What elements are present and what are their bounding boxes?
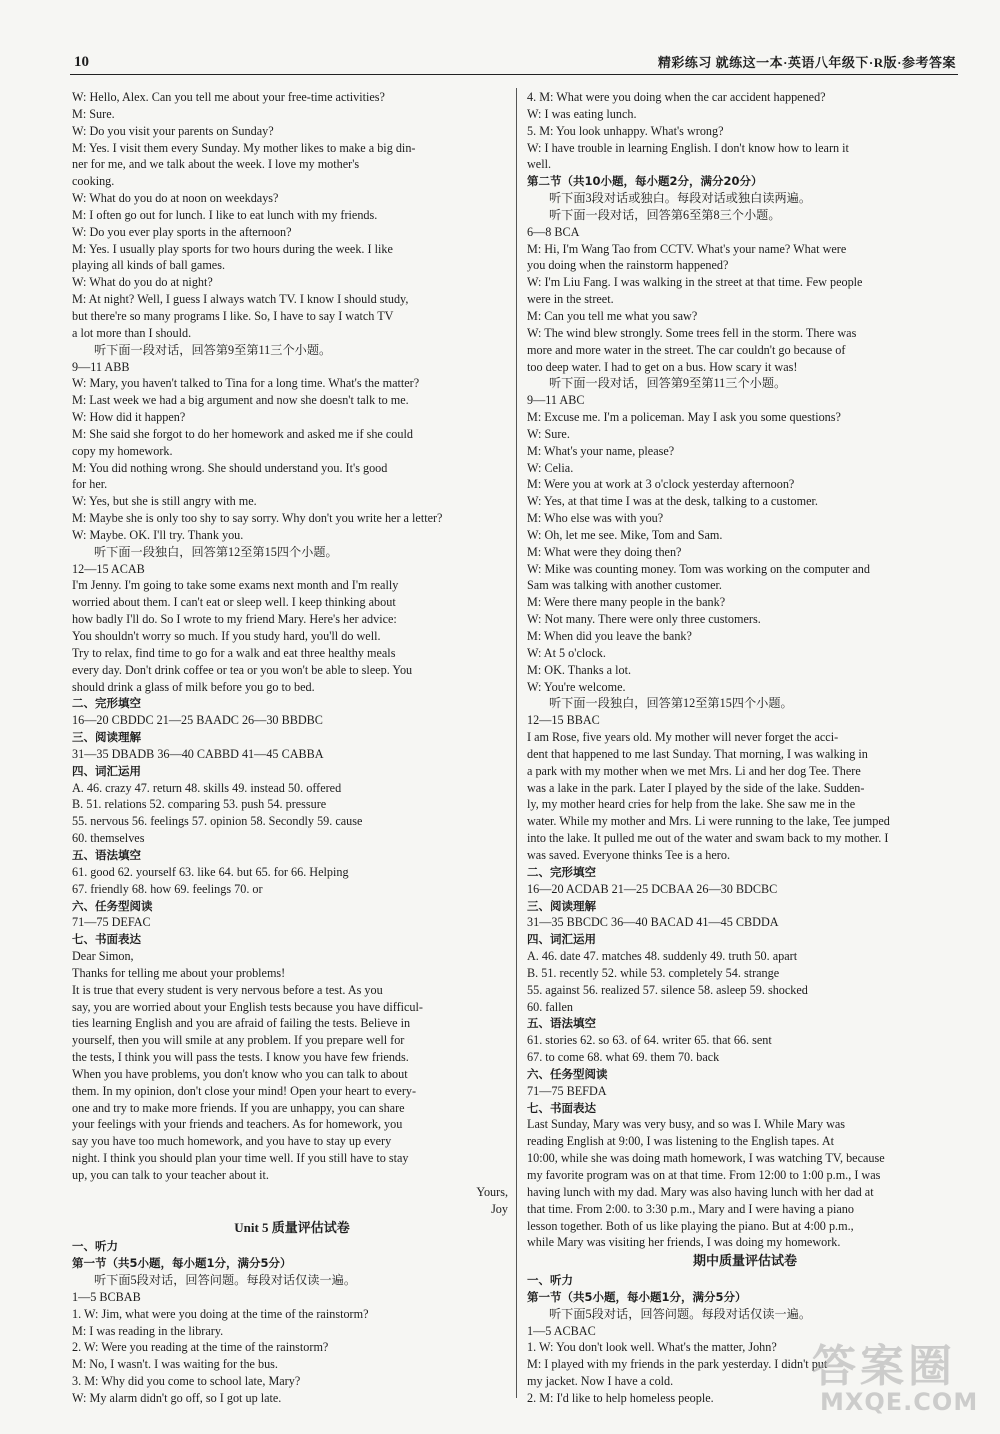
text-line: W: What do you do at night? bbox=[72, 275, 213, 290]
text-line: 16—20 CBDDC 21—25 BAADC 26—30 BBDBC bbox=[72, 713, 323, 728]
left-column bbox=[72, 89, 512, 1407]
text-line: that time. From 2:00. to 3:30 p.m., Mary and I were having a piano bbox=[527, 1201, 854, 1216]
text-line: playing all kinds of ball games. bbox=[72, 258, 225, 273]
text-line: copy my homework. bbox=[72, 443, 173, 458]
text-line: Try to relax, find time to go for a walk and eat three healthy meals bbox=[72, 645, 396, 660]
text-line: ties learning English and you are afraid of failing the tests. Believe in bbox=[72, 1016, 411, 1031]
text-line: W: At 5 o'clock. bbox=[527, 645, 606, 660]
text-line: 一、听力 bbox=[72, 1239, 118, 1254]
text-line: 31—35 BBCDC 36—40 BACAD 41—45 CBDDA bbox=[527, 915, 779, 930]
text-line: M: Sure. bbox=[72, 106, 115, 121]
text-line: 16—20 ACDAB 21—25 DCBAA 26—30 BDCBC bbox=[527, 881, 778, 896]
text-line: ly, my mother heard cries for help from the lake. She saw me in the bbox=[527, 797, 856, 812]
text-line: 6—8 BCA bbox=[527, 224, 580, 239]
text-line: Last Sunday, Mary was very busy, and so was I. While Mary was bbox=[527, 1117, 846, 1132]
text-line: W: Mary, you haven't talked to Tina for a long time. What's the matter? bbox=[72, 376, 420, 391]
text-line: 二、完形填空 bbox=[72, 696, 141, 711]
text-line: Joy bbox=[491, 1201, 508, 1216]
text-line: 听下面一段对话，回答第6至第8三个小题。 bbox=[549, 207, 781, 222]
text-line: 71—75 DEFAC bbox=[72, 915, 151, 930]
text-line: say you have too much homework, and you have to stay up every bbox=[72, 1134, 392, 1149]
text-line: W: Yes, but she is still angry with me. bbox=[72, 494, 257, 509]
text-line: W: Maybe. OK. I'll try. Thank you. bbox=[72, 527, 244, 542]
text-line: M: No, I wasn't. I was waiting for the bus. bbox=[72, 1357, 278, 1372]
text-line: 2. M: I'd like to help homeless people. bbox=[527, 1390, 714, 1405]
text-line: having lunch with my dad. Mary was also having lunch with her dad at bbox=[527, 1184, 874, 1199]
text-line: was saved. Everyone thinks Tee is a hero. bbox=[527, 847, 731, 862]
page-number: 10 bbox=[74, 54, 89, 70]
text-line: 四、词汇运用 bbox=[72, 763, 141, 778]
text-line: When you have problems, you don't know who you can talk to about bbox=[72, 1066, 408, 1081]
text-line: M: Last week we had a big argument and now she doesn't talk to me. bbox=[72, 393, 409, 408]
text-line: 四、词汇运用 bbox=[527, 932, 596, 947]
text-line: M: OK. Thanks a lot. bbox=[527, 662, 632, 677]
text-line: M: Hi, I'm Wang Tao from CCTV. What's your name? What were bbox=[527, 241, 847, 256]
text-line: 一、听力 bbox=[527, 1273, 573, 1288]
text-line: 五、语法填空 bbox=[527, 1016, 596, 1031]
text-line: W: Sure. bbox=[527, 426, 570, 441]
text-line: I'm Jenny. I'm going to take some exams next month and I'm really bbox=[72, 578, 399, 593]
text-line: 听下面一段独白，回答第12至第15四个小题。 bbox=[94, 544, 338, 559]
text-line: W: Yes, at that time I was at the desk, talking to a customer. bbox=[527, 494, 818, 509]
text-line: W: Mike was counting money. Tom was working on the computer and bbox=[527, 561, 870, 576]
text-line: 第一节（共5小题，每小题1分，满分5分） bbox=[527, 1289, 747, 1304]
text-line: 第二节（共10小题，每小题2分，满分20分） bbox=[527, 174, 763, 189]
text-line: 67. to come 68. what 69. them 70. back bbox=[527, 1050, 720, 1065]
text-line: W: The wind blew strongly. Some trees fell in the storm. There was bbox=[527, 325, 857, 340]
text-line: up, you can talk to your teacher about it. bbox=[72, 1168, 269, 1182]
text-line: B. 51. recently 52. while 53. completely 54. strange bbox=[527, 965, 780, 980]
text-line: W: Do you ever play sports in the afternoon? bbox=[72, 224, 292, 239]
text-line: 1. W: You don't look well. What's the matter, John? bbox=[527, 1340, 777, 1355]
text-line: 3. M: Why did you come to school late, Mary? bbox=[72, 1374, 301, 1389]
text-line: lesson together. Both of us like playing the piano. But at 4:00 p.m., bbox=[527, 1218, 854, 1233]
text-line: It is true that every student is very nervous before a test. As you bbox=[72, 982, 383, 997]
text-line: W: How did it happen? bbox=[72, 410, 186, 425]
text-line: my favorite program was on at that time. From 12:00 to 1:00 p.m., I was bbox=[527, 1168, 881, 1182]
text-line: 4. M: What were you doing when the car accident happened? bbox=[527, 90, 826, 104]
watermark bbox=[808, 1326, 983, 1422]
text-line: dent that happened to me last Sunday. That morning, I was walking in bbox=[527, 746, 868, 761]
text-line: You shouldn't worry so much. If you study hard, you'll do well. bbox=[72, 629, 381, 643]
text-line: into the lake. It pulled me out of the water and swam back to my mother. I bbox=[527, 831, 889, 846]
text-line: M: Maybe she is only too shy to say sorry. Why don't you write her a letter? bbox=[72, 511, 443, 526]
text-line: I am Rose, five years old. My mother will never forget the acci- bbox=[527, 730, 839, 745]
text-line: them. In my opinion, don't close your mind! Open your heart to every- bbox=[72, 1083, 417, 1098]
text-line: 61. stories 62. so 63. of 64. writer 65. that 66. sent bbox=[527, 1033, 772, 1048]
text-line: A. 46. crazy 47. return 48. skills 49. instead 50. offered bbox=[72, 780, 342, 795]
text-line: you doing when the rainstorm happened? bbox=[527, 258, 729, 273]
text-line: M: Excuse me. I'm a policeman. May I ask you some questions? bbox=[527, 410, 841, 425]
running-title: 精彩练习 就练这一本·英语八年级下·R版·参考答案 bbox=[657, 55, 956, 70]
text-line: yourself, then you will smile at any problem. If you prepare well for bbox=[72, 1033, 405, 1048]
text-line: say, you are worried about your English tests because you have difficul- bbox=[72, 999, 423, 1014]
text-line: M: Were there many people in the bank? bbox=[527, 595, 726, 610]
text-line: M: She said she forgot to do her homework and asked me if she could bbox=[72, 426, 413, 441]
text-line: a lot more than I should. bbox=[72, 325, 192, 340]
text-line: cooking. bbox=[72, 174, 115, 189]
text-line: was a lake in the park. Later I played by the side of the lake. Sudden- bbox=[527, 780, 865, 795]
text-line: one and try to make more friends. If you are unhappy, you can share bbox=[72, 1100, 405, 1115]
text-line: W: Do you visit your parents on Sunday? bbox=[72, 123, 274, 138]
text-line: worried about them. I can't eat or sleep well. I keep thinking about bbox=[72, 595, 396, 610]
text-line: 55. against 56. realized 57. silence 58. asleep 59. shocked bbox=[527, 982, 808, 997]
text-line: were in the street. bbox=[527, 292, 614, 307]
text-line: M: When did you leave the bank? bbox=[527, 629, 692, 643]
text-line: M: Yes. I visit them every Sunday. My mother likes to make a big din- bbox=[72, 140, 416, 155]
text-line: A. 46. date 47. matches 48. suddenly 49. truth 50. apart bbox=[527, 949, 798, 964]
text-line: 31—35 DBADB 36—40 CABBD 41—45 CABBA bbox=[72, 746, 324, 761]
text-line: 二、完形填空 bbox=[527, 864, 596, 879]
right-column bbox=[527, 89, 963, 1407]
text-line: 听下面5段对话，回答问题。每段对话仅读一遍。 bbox=[549, 1306, 812, 1321]
text-line: Sam was talking with another customer. bbox=[527, 578, 722, 593]
text-line: M: Can you tell me what you saw? bbox=[527, 308, 698, 323]
text-line: a park with my mother when we met Mrs. Li and her dog Tee. There bbox=[527, 763, 861, 778]
text-line: W: You're welcome. bbox=[527, 679, 626, 694]
watermark-url: MXQE.COM bbox=[820, 1388, 979, 1416]
text-line: 1—5 ACBAC bbox=[527, 1323, 596, 1338]
text-line: 60. themselves bbox=[72, 831, 145, 846]
text-line: 听下面一段对话，回答第9至第11三个小题。 bbox=[94, 342, 332, 357]
text-line: should drink a glass of milk before you go to bed. bbox=[72, 679, 315, 694]
text-line: 12—15 BBAC bbox=[527, 713, 600, 728]
text-line: M: I was reading in the library. bbox=[72, 1323, 224, 1338]
text-line: every day. Don't drink coffee or tea or you won't be able to sleep. You bbox=[72, 662, 413, 677]
text-line: 61. good 62. yourself 63. like 64. but 65. for 66. Helping bbox=[72, 864, 349, 879]
text-line: 9—11 ABC bbox=[527, 393, 585, 408]
text-line: 5. M: You look unhappy. What's wrong? bbox=[527, 123, 724, 138]
text-line: 71—75 BEFDA bbox=[527, 1083, 607, 1098]
text-line: Dear Simon, bbox=[72, 949, 134, 964]
text-line: Yours, bbox=[476, 1184, 508, 1199]
text-line: the tests, I think you will pass the tests. I know you have few friends. bbox=[72, 1050, 409, 1065]
text-line: 听下面一段独白，回答第12至第15四个小题。 bbox=[549, 696, 793, 711]
text-line: W: Oh, let me see. Mike, Tom and Sam. bbox=[527, 527, 723, 542]
text-line: M: What's your name, please? bbox=[527, 443, 675, 458]
column-divider bbox=[516, 88, 517, 1398]
text-line: your feelings with your friends and teachers. As for homework, you bbox=[72, 1117, 403, 1132]
watermark-text: 答案圈 bbox=[812, 1341, 956, 1392]
text-line: 12—15 ACAB bbox=[72, 561, 145, 576]
text-line: 七、书面表达 bbox=[72, 932, 141, 947]
text-line: how badly I'll do. So I wrote to my friend Mary. Here's her advice: bbox=[72, 612, 397, 627]
text-line: 60. fallen bbox=[527, 999, 574, 1014]
text-line: B. 51. relations 52. comparing 53. push 54. pressure bbox=[72, 797, 327, 812]
text-line: M: I often go out for lunch. I like to eat lunch with my friends. bbox=[72, 207, 378, 222]
text-line: W: I was eating lunch. bbox=[527, 106, 637, 121]
text-line: Unit 5 质量评估试卷 bbox=[234, 1219, 350, 1235]
text-line: W: Hello, Alex. Can you tell me about your free-time activities? bbox=[72, 90, 385, 104]
text-line: W: What do you do at noon on weekdays? bbox=[72, 191, 279, 206]
text-line: W: My alarm didn't go off, so I got up late. bbox=[72, 1390, 282, 1405]
text-line: more and more water in the street. The car couldn't go because of bbox=[527, 342, 846, 357]
text-line: W: Celia. bbox=[527, 460, 574, 475]
text-line: 55. nervous 56. feelings 57. opinion 58. Secondly 59. cause bbox=[72, 814, 363, 829]
text-line: M: Were you at work at 3 o'clock yesterday afternoon? bbox=[527, 477, 795, 492]
text-line: 9—11 ABB bbox=[72, 359, 130, 374]
text-line: 期中质量评估试卷 bbox=[692, 1253, 797, 1269]
text-line: 听下面3段对话或独白。每段对话或独白读两遍。 bbox=[549, 191, 812, 206]
text-line: but there're so many programs I like. So, I have to say I watch TV bbox=[72, 308, 394, 323]
text-line: reading English at 9:00, I was listening to the English tapes. At bbox=[527, 1134, 835, 1149]
text-line: M: What were they doing then? bbox=[527, 544, 682, 559]
text-line: too deep water. I had to get on a bus. How scary it was! bbox=[527, 359, 798, 374]
text-line: 1—5 BCBAB bbox=[72, 1289, 141, 1304]
text-line: 2. W: Were you reading at the time of the rainstorm? bbox=[72, 1340, 329, 1355]
text-line: well. bbox=[527, 157, 552, 172]
text-line: M: Yes. I usually play sports for two hours during the week. I like bbox=[72, 241, 393, 256]
text-line: 67. friendly 68. how 69. feelings 70. or bbox=[72, 881, 263, 896]
text-line: Thanks for telling me about your problems! bbox=[72, 965, 286, 980]
text-line: M: At night? Well, I guess I always watch TV. I know I should study, bbox=[72, 292, 409, 307]
text-line: 第一节（共5小题，每小题1分，满分5分） bbox=[72, 1256, 292, 1271]
text-line: for her. bbox=[72, 477, 108, 492]
text-line: ner for me, and we talk about the week. I love my mother's bbox=[72, 157, 360, 172]
text-line: W: I have trouble in learning English. I don't know how to learn it bbox=[527, 140, 849, 155]
text-line: 七、书面表达 bbox=[527, 1100, 596, 1115]
text-line: my jacket. Now I have a cold. bbox=[527, 1374, 674, 1389]
text-line: W: Not many. There were only three customers. bbox=[527, 612, 761, 627]
text-line: M: Who else was with you? bbox=[527, 511, 664, 526]
text-line: night. I think you should plan your time well. If you still have to stay bbox=[72, 1151, 409, 1166]
text-line: 10:00, while she was doing math homework, I was watching TV, because bbox=[527, 1151, 885, 1166]
text-line: 六、任务型阅读 bbox=[72, 898, 153, 913]
text-line: 听下面5段对话，回答问题。每段对话仅读一遍。 bbox=[94, 1273, 357, 1288]
text-line: 五、语法填空 bbox=[72, 847, 141, 862]
text-line: water. While my mother and Mrs. Li were running to the lake, Tee jumped bbox=[527, 814, 890, 829]
page-header bbox=[70, 44, 958, 75]
text-line: 六、任务型阅读 bbox=[527, 1066, 608, 1081]
text-line: 三、阅读理解 bbox=[72, 730, 141, 745]
text-line: 听下面一段对话，回答第9至第11三个小题。 bbox=[549, 376, 787, 391]
text-line: M: I played with my friends in the park yesterday. I didn't put bbox=[527, 1357, 828, 1372]
text-line: while Mary was visiting her friends, I was doing my homework. bbox=[527, 1235, 841, 1250]
text-line: M: You did nothing wrong. She should understand you. It's good bbox=[72, 460, 388, 475]
text-line: 1. W: Jim, what were you doing at the time of the rainstorm? bbox=[72, 1306, 369, 1321]
text-line: W: I'm Liu Fang. I was walking in the street at that time. Few people bbox=[527, 275, 863, 290]
text-line: 三、阅读理解 bbox=[527, 898, 596, 913]
